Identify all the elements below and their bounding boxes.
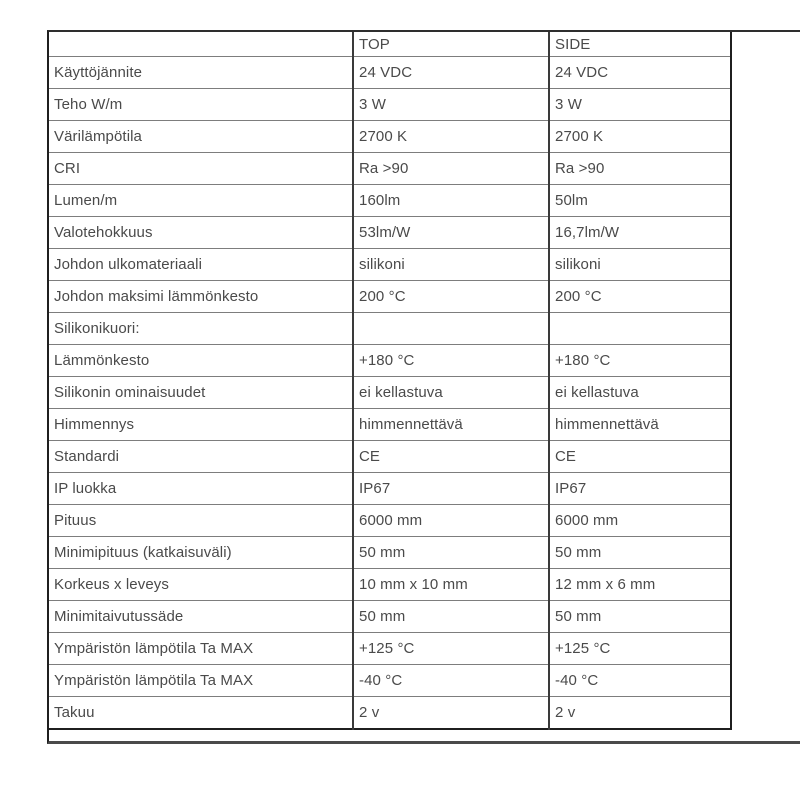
column-header-side: SIDE	[549, 32, 731, 57]
spec-value-cell-top: 53lm/W	[353, 217, 549, 249]
spec-label-cell: Takuu	[49, 697, 353, 730]
spec-value-cell-side: Ra >90	[549, 153, 731, 185]
spec-row	[49, 153, 731, 185]
spec-value-cell-top: Ra >90	[353, 153, 549, 185]
spec-label-cell: Minimitaivutussäde	[49, 601, 353, 633]
spec-value-cell-top: 50 mm	[353, 537, 549, 569]
spec-value-cell-side: himmennettävä	[549, 409, 731, 441]
spec-label-cell: Johdon ulkomateriaali	[49, 249, 353, 281]
header-row	[49, 32, 731, 57]
spec-row	[49, 313, 731, 345]
spec-value-cell-side: 6000 mm	[549, 505, 731, 537]
spec-row	[49, 569, 731, 601]
spec-value-cell-top: 24 VDC	[353, 57, 549, 89]
spec-value-cell-side: 2 v	[549, 697, 731, 730]
spec-row	[49, 441, 731, 473]
spec-label-cell: Standardi	[49, 441, 353, 473]
spec-value-cell-top: 2700 K	[353, 121, 549, 153]
spec-value-cell-side: silikoni	[549, 249, 731, 281]
spec-value-cell-top	[353, 313, 549, 345]
corner-cell	[49, 32, 353, 57]
spec-table	[49, 32, 732, 730]
spec-value-cell-side: -40 °C	[549, 665, 731, 697]
spec-value-cell-top: 200 °C	[353, 281, 549, 313]
spec-value-cell-side: 16,7lm/W	[549, 217, 731, 249]
spec-label-cell: Valotehokkuus	[49, 217, 353, 249]
spec-value-cell-side: 50 mm	[549, 601, 731, 633]
spec-value-cell-top: 2 v	[353, 697, 549, 730]
spec-row	[49, 217, 731, 249]
spec-value-cell-top: 160lm	[353, 185, 549, 217]
spec-value-cell-top: +180 °C	[353, 345, 549, 377]
spec-value-cell-top: 50 mm	[353, 601, 549, 633]
spec-value-cell-side: 50lm	[549, 185, 731, 217]
spec-label-cell: Silikonikuori:	[49, 313, 353, 345]
spec-value-cell-top: ei kellastuva	[353, 377, 549, 409]
spec-value-cell-side: +125 °C	[549, 633, 731, 665]
spec-row	[49, 249, 731, 281]
spec-value-cell-side: CE	[549, 441, 731, 473]
spec-row	[49, 281, 731, 313]
spec-label-cell: Johdon maksimi lämmönkesto	[49, 281, 353, 313]
spec-row	[49, 409, 731, 441]
spec-label-cell: Ympäristön lämpötila Ta MAX	[49, 633, 353, 665]
spec-value-cell-side: 50 mm	[549, 537, 731, 569]
spec-value-cell-top: 10 mm x 10 mm	[353, 569, 549, 601]
spec-row	[49, 473, 731, 505]
spec-value-cell-top: CE	[353, 441, 549, 473]
spec-row	[49, 89, 731, 121]
spec-row	[49, 697, 731, 730]
spec-label-cell: Ympäristön lämpötila Ta MAX	[49, 665, 353, 697]
spec-row	[49, 377, 731, 409]
spec-label-cell: Lämmönkesto	[49, 345, 353, 377]
spec-value-cell-top: 3 W	[353, 89, 549, 121]
spec-value-cell-top: IP67	[353, 473, 549, 505]
spec-value-cell-side: 24 VDC	[549, 57, 731, 89]
spec-label-cell: Himmennys	[49, 409, 353, 441]
spec-value-cell-side: IP67	[549, 473, 731, 505]
spec-row	[49, 185, 731, 217]
spec-label-cell: Korkeus x leveys	[49, 569, 353, 601]
spec-row	[49, 57, 731, 89]
spec-value-cell-top: silikoni	[353, 249, 549, 281]
spec-label-cell: Minimipituus (katkaisuväli)	[49, 537, 353, 569]
spec-value-cell-top: +125 °C	[353, 633, 549, 665]
spec-label-cell: CRI	[49, 153, 353, 185]
spec-table-container	[47, 30, 800, 744]
spec-label-cell: Lumen/m	[49, 185, 353, 217]
spec-label-cell: IP luokka	[49, 473, 353, 505]
column-header-top: TOP	[353, 32, 549, 57]
spec-label-cell: Silikonin ominaisuudet	[49, 377, 353, 409]
spec-row	[49, 665, 731, 697]
spec-value-cell-side	[549, 313, 731, 345]
spec-row	[49, 601, 731, 633]
spec-value-cell-top: 6000 mm	[353, 505, 549, 537]
spec-row	[49, 345, 731, 377]
spec-label-cell: Pituus	[49, 505, 353, 537]
spec-value-cell-side: 200 °C	[549, 281, 731, 313]
spec-label-cell: Teho W/m	[49, 89, 353, 121]
spec-row	[49, 505, 731, 537]
table-bottom-spacer	[49, 730, 800, 741]
spec-label-cell: Värilämpötila	[49, 121, 353, 153]
spec-row	[49, 537, 731, 569]
spec-value-cell-top: -40 °C	[353, 665, 549, 697]
spec-value-cell-side: +180 °C	[549, 345, 731, 377]
spec-label-cell: Käyttöjännite	[49, 57, 353, 89]
spec-value-cell-top: himmennettävä	[353, 409, 549, 441]
spec-value-cell-side: ei kellastuva	[549, 377, 731, 409]
spec-value-cell-side: 2700 K	[549, 121, 731, 153]
spec-row	[49, 633, 731, 665]
spec-value-cell-side: 12 mm x 6 mm	[549, 569, 731, 601]
spec-value-cell-side: 3 W	[549, 89, 731, 121]
spec-row	[49, 121, 731, 153]
